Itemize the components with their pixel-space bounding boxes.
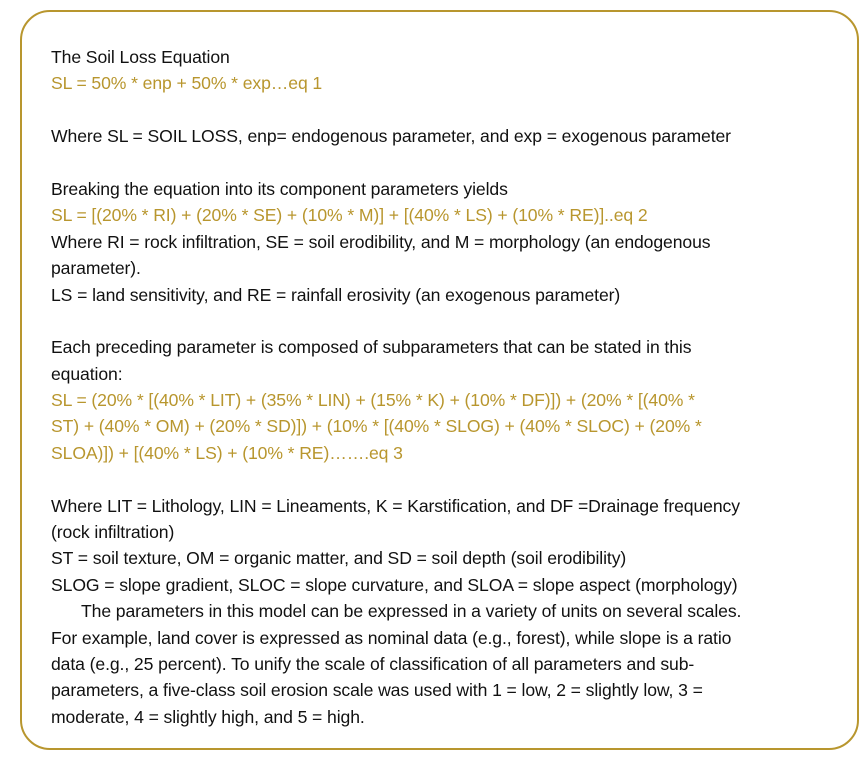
definition-lit-line-1: Where LIT = Lithology, LIN = Lineaments, K = Karstification, and DF =Drainage frequency [51,495,740,516]
equation-3-line-2: ST) + (40% * OM) + (20% * SD)]) + (10% * [(40% * SLOG) + (40% * SLOC) + (20% * [51,416,702,437]
definition-ri-line-2: parameter). [51,258,141,279]
definition-lit-line-2: (rock infiltration) [51,522,175,543]
definition-sl: Where SL = SOIL LOSS, enp= endogenous parameter, and exp = exogenous parameter [51,126,731,147]
paragraph-line-4: parameters, a five-class soil erosion scale was used with 1 = low, 2 = slightly low, 3 = [51,680,703,701]
definition-slog: SLOG = slope gradient, SLOC = slope curvature, and SLOA = slope aspect (morphology) [51,574,738,595]
equation-3-line-1: SL = (20% * [(40% * LIT) + (35% * LIN) + (15% * K) + (10% * DF)]) + (20% * [(40% * [51,390,695,411]
subparameter-intro-line-2: equation: [51,363,123,384]
spacer [51,97,859,123]
paragraph-line-5: moderate, 4 = slightly high, and 5 = high. [51,706,365,727]
spacer [51,308,859,334]
paragraph-line-2: For example, land cover is expressed as nominal data (e.g., forest), while slope is a ratio [51,627,732,648]
breaking-intro: Breaking the equation into its component parameters yields [51,178,508,199]
definition-ls: LS = land sensitivity, and RE = rainfall erosivity (an exogenous parameter) [51,284,621,305]
spacer [51,466,859,492]
paragraph-line-1: The parameters in this model can be expressed in a variety of units on several scales. [81,601,742,622]
document-title: The Soil Loss Equation [51,47,230,67]
spacer [51,150,859,176]
definition-st: ST = soil texture, OM = organic matter, and SD = soil depth (soil erodibility) [51,548,627,569]
document-body [51,44,859,730]
equation-2: SL = [(20% * RI) + (20% * SE) + (10% * M)] + [(40% * LS) + (10% * RE)]..eq 2 [51,205,648,226]
definition-ri-line-1: Where RI = rock infiltration, SE = soil erodibility, and M = morphology (an endogenous [51,231,711,252]
subparameter-intro-line-1: Each preceding parameter is composed of subparameters that can be stated in this [51,337,692,358]
equation-3-line-3: SLOA)]) + [(40% * LS) + (10% * RE)…….eq 3 [51,442,403,463]
paragraph-line-3: data (e.g., 25 percent). To unify the scale of classification of all parameters and sub- [51,653,695,674]
equation-1: SL = 50% * enp + 50% * exp…eq 1 [51,73,323,94]
